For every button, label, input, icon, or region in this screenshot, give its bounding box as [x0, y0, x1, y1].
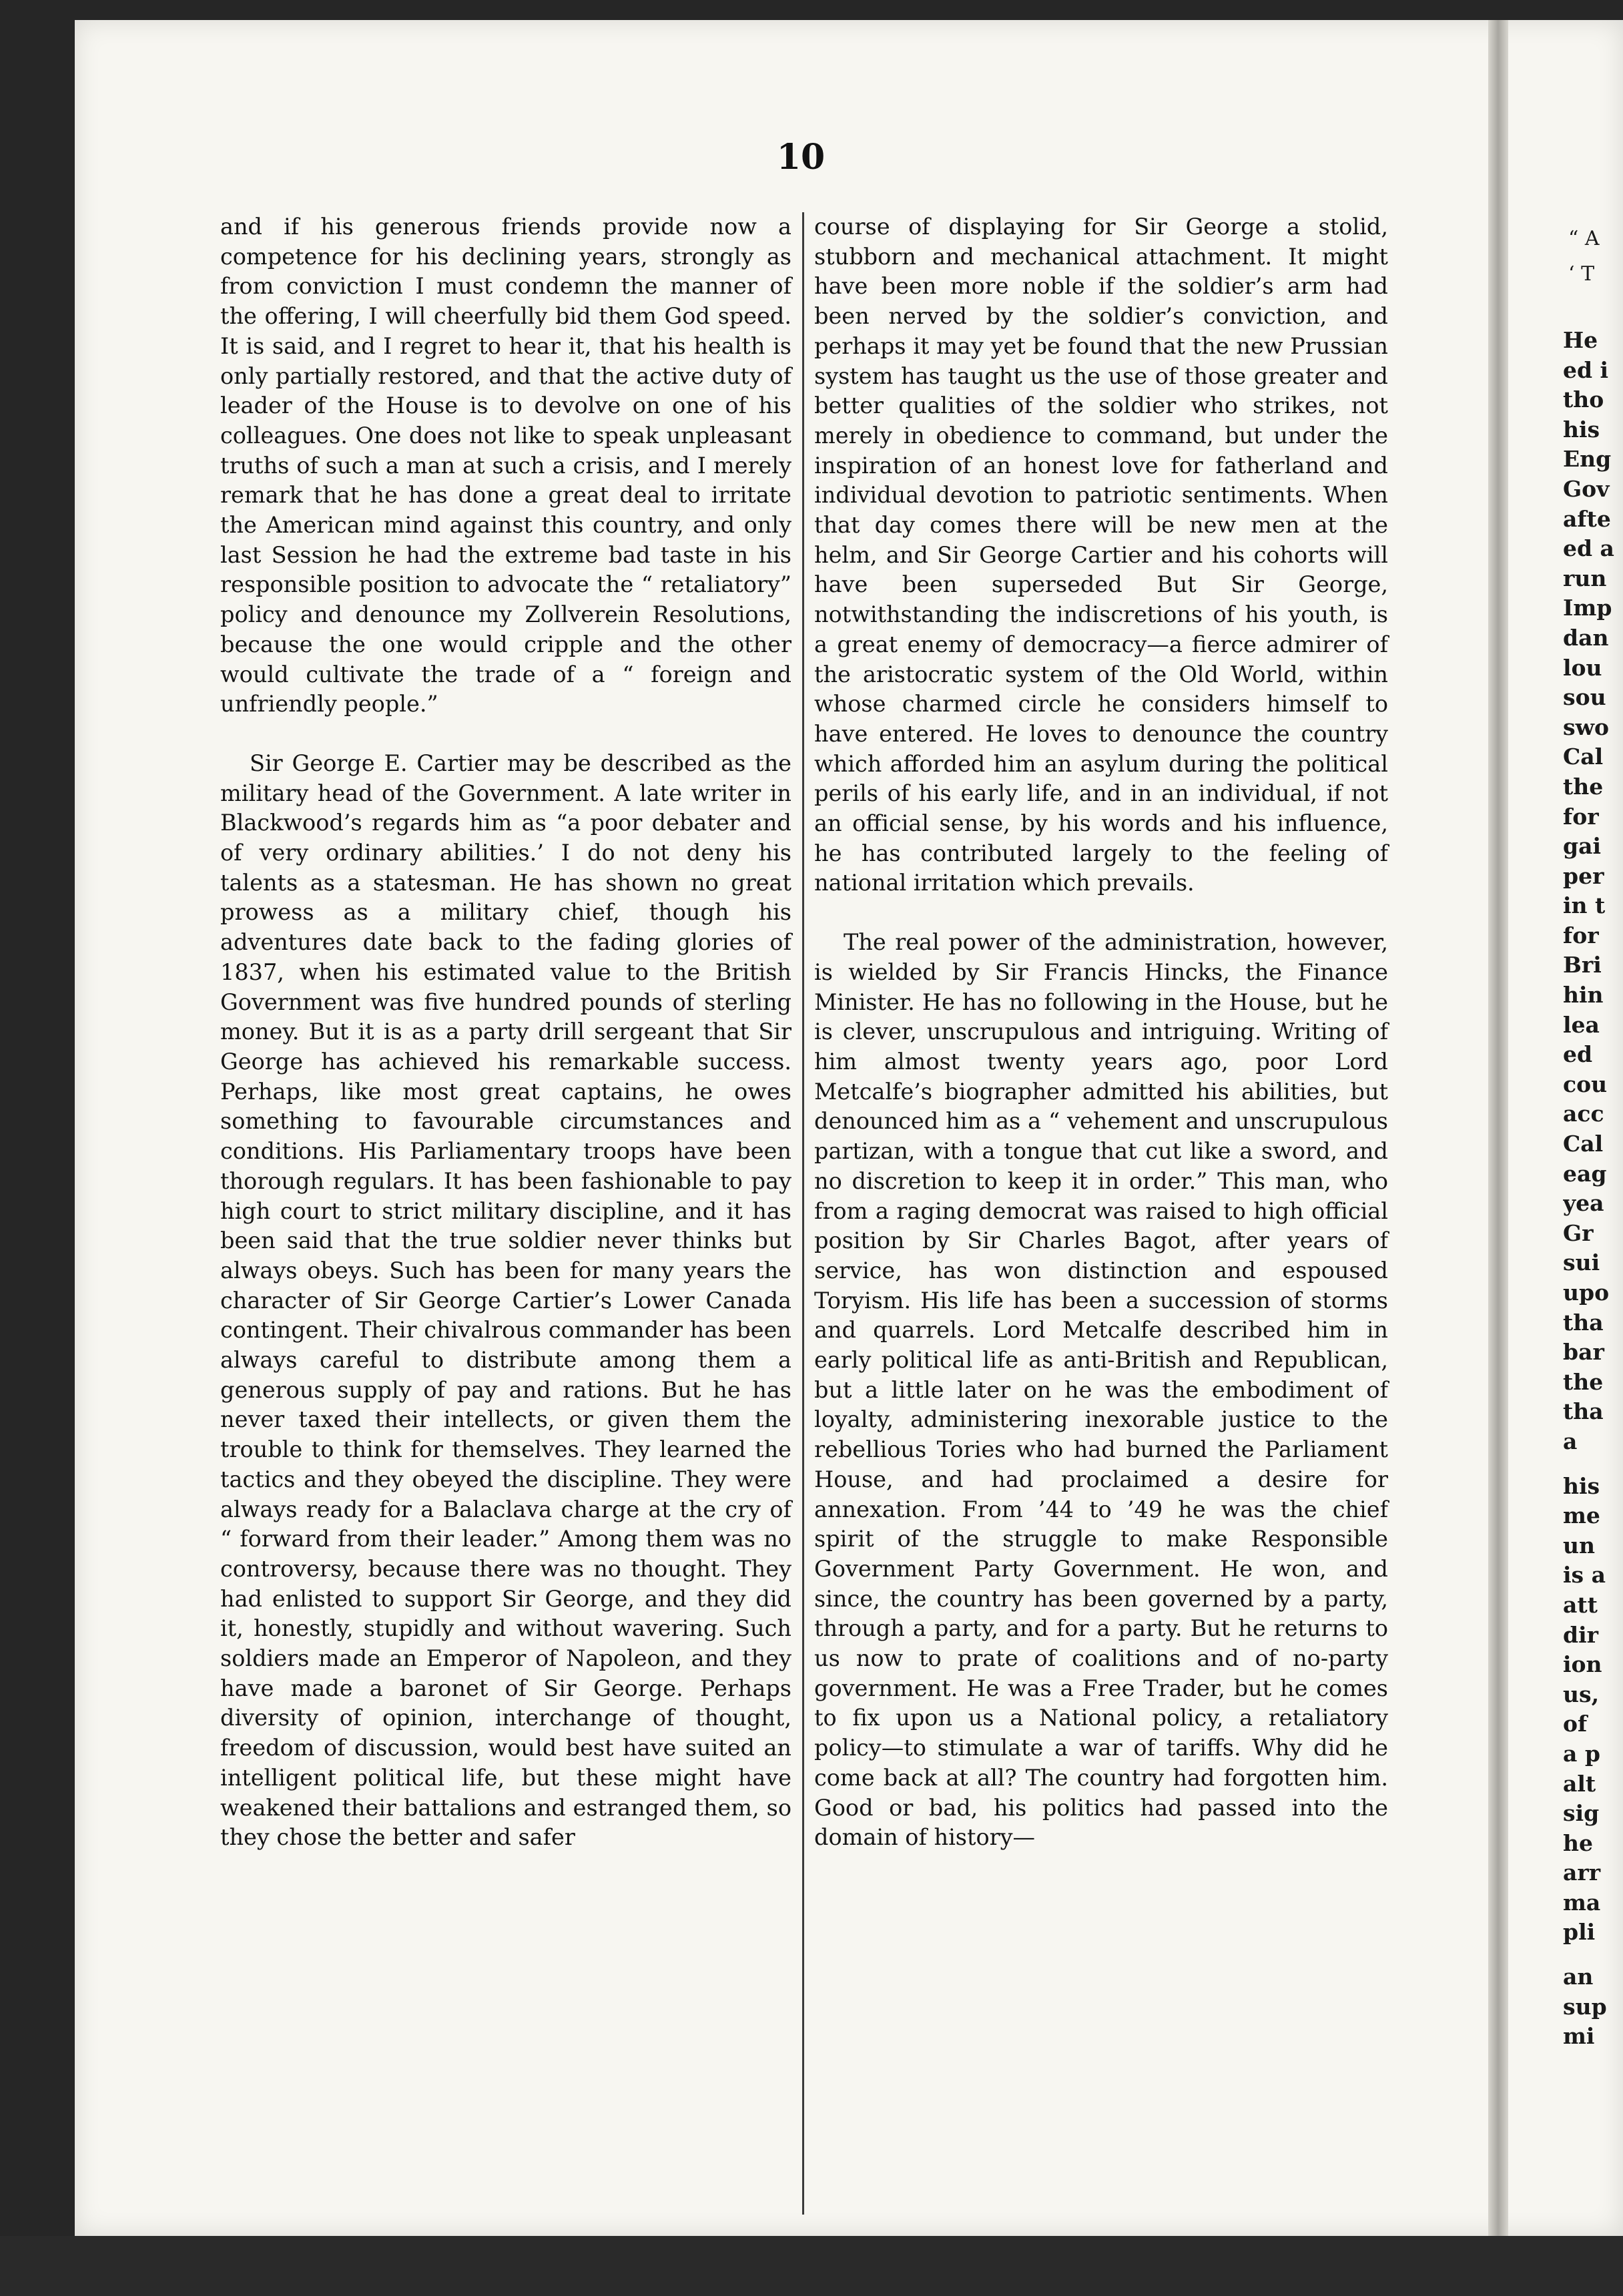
- facing-page-fragment: for: [1563, 922, 1599, 948]
- facing-page-fragment: sui: [1563, 1249, 1600, 1276]
- facing-page-fragment: sup: [1563, 1993, 1607, 2020]
- facing-page-fragment: acc: [1563, 1101, 1604, 1127]
- facing-page-fragment: Eng: [1563, 446, 1612, 473]
- facing-page-fragment: Gov: [1563, 475, 1610, 502]
- left-paragraph-cartier: Sir George E. Cartier may be described as the military head of the Government. A late writer in Blackwood’s regards him as “a poor debater and of very ordinary abilities.’ I do not deny his talents as a statesman. He has shown no great prowess as a military chief, though his adventures date back to the fading glories of 1837, when his estimated value to the British Government was five hundred pounds of sterling money. But it is as a party drill sergeant that Sir George has achieved his remarkable success. Perhaps, like most great captains, he owes something to favourable circumstances and conditions. His Parliamentary troops have been thorough regulars. It has been fashionable to pay high court to strict military discipline, and it has been said that the true soldier never thinks but always obeys. Such has been for many years the character of Sir George Cartier’s Lower Canada contingent. Their chivalrous commander has been always careful to distribute among them a generous supply of pay and rations. But he has never taxed their intellects, or given them the trouble to think for themselves. They learned the tactics and they obeyed the discipline. They were always ready for a Balaclava charge at the cry of “ forward from their leader.” Among them was no controversy, because there was no thought. They had enlisted to support Sir George, and they did it, honestly, stupidly and without wavering. Such soldiers made an Emperor of Napoleon, and they have made a baronet of Sir George. Perhaps diversity of opinion, interchange of thought, freedom of discussion, would best have suited an intelligent political life, but these might have weakened their battalions and estranged them, so they chose the better and safer: [220, 750, 791, 1851]
- facing-page-fragment: an: [1563, 1964, 1594, 1990]
- facing-page-fragment: att: [1563, 1591, 1598, 1618]
- facing-page-fragment: dir: [1563, 1621, 1598, 1648]
- facing-page-fragment: per: [1563, 862, 1604, 889]
- left-paragraph-continued: and if his generous friends provide now a competence for his declining years, strongly as from conviction I must condemn the manner of the offering, I will cheerfully bid them God speed. It is said, and I regret to hear it, that his health is only partially restored, and that the active duty of leader of the House is to devolve on one of his colleagues. One does not like to speak unpleasant truths of such a man at such a crisis, and I merely remark that he has done a great deal to irritate the American mind against this country, and only last Session he had the extreme bad taste in his responsible position to advocate the “ retaliatory” policy and denounce my Zollverein Resolutions, because the one would cripple and the other would cultivate the trade of a “ foreign and unfriendly people.”: [220, 214, 791, 718]
- facing-page-fragment: upo: [1563, 1279, 1610, 1306]
- facing-page-fragment: tha: [1563, 1398, 1604, 1425]
- page-number: 10: [776, 137, 826, 178]
- facing-page-fragment: run: [1563, 565, 1607, 591]
- facing-page-fragment: is a: [1563, 1562, 1606, 1589]
- facing-page-fragment: Cal: [1563, 744, 1604, 770]
- facing-page-fragment: tha: [1563, 1309, 1604, 1336]
- facing-page-fragment: Cal: [1563, 1131, 1604, 1157]
- facing-page-fragment: his: [1563, 1472, 1600, 1499]
- facing-page-fragment: alt: [1563, 1770, 1596, 1797]
- facing-page-fragment: sou: [1563, 684, 1606, 711]
- facing-page-fragment: un: [1563, 1532, 1595, 1558]
- facing-page-fragment: cou: [1563, 1071, 1608, 1097]
- facing-page-fragment: eag: [1563, 1160, 1607, 1187]
- facing-page-fragment: mi: [1563, 2023, 1595, 2050]
- right-paragraph-cartier-continued: course of displaying for Sir George a stolid, stubborn and mechanical attachment. It might have been more noble if the soldier’s arm had been nerved by the soldier’s conviction, and perhaps it may yet be found that the new Prussian system has taught us the use of those greater and better qualities of the soldier who strikes, not merely in obedience to command, but under the inspiration of an honest love for fatherland and individual devotion to patriotic sentiments. When that day comes there will be new men at the helm, and Sir George Cartier and his cohorts will have been superseded But Sir George, notwithstanding the indiscretions of his youth, is a great enemy of democracy—a fierce admirer of the aristocratic system of the Old World, within whose charmed circle he considers himself to have entered. He loves to denounce the country which afforded him an asylum during the political perils of his early life, and in an individual, if not an official sense, by his words and his influence, he has contributed largely to the feeling of national irritation which prevails.: [814, 214, 1388, 896]
- facing-page-fragment: me: [1563, 1502, 1600, 1529]
- facing-page-fragment: of: [1563, 1711, 1588, 1737]
- left-text-column: [220, 212, 791, 1853]
- facing-page-fragment: ed i: [1563, 356, 1609, 383]
- facing-page-fragment: sig: [1563, 1800, 1600, 1827]
- facing-page-fragment: ma: [1563, 1889, 1601, 1916]
- right-text-column: [814, 212, 1388, 1853]
- column-divider: [802, 212, 804, 2215]
- facing-page-fragments: [1563, 326, 1623, 2052]
- facing-page-fragment: us,: [1563, 1681, 1600, 1707]
- facing-page-header: [1568, 227, 1600, 286]
- facing-page-fragment: yea: [1563, 1190, 1604, 1217]
- facing-page-fragment: afte: [1563, 505, 1611, 532]
- facing-page-fragment: lou: [1563, 654, 1602, 681]
- facing-page-fragment: the: [1563, 1368, 1604, 1395]
- right-paragraph-hincks: The real power of the administration, however, is wielded by Sir Francis Hincks, the Finance Minister. He has no following in the House, but he is clever, unscrupulous and intriguing. Writing of him almost twenty years ago, poor Lord Metcalfe’s biographer admitted his abilities, but denounced him as a “ vehement and unscrupulous partizan, with a tongue that cut like a sword, and no discretion to keep it in order.” This man, who from a raging democrat was raised to high official position by Sir Charles Bagot, after years of service, has won distinction and espoused Toryism. His life has been a succession of storms and quarrels. Lord Metcalfe described him in early political life as anti-British and Republican, but a little later on he was the embodiment of loyalty, administering inexorable justice to the rebellious Tories who had burned the Parliament House, and had proclaimed a desire for annexation. From ’44 to ’49 he was the chief spirit of the struggle to make Responsible Government Party Government. He won, and since, the country has been governed by a party, through a party, and for a party. But he returns to us now to prate of coalitions and of no-party government. He was a Free Trader, but he comes to fix upon us a National policy, a retaliatory policy—to stimulate a war of tariffs. Why did he come back at all? The country had forgotten him. Good or bad, his politics had passed into the domain of history—: [814, 929, 1388, 1851]
- facing-page-fragment: ion: [1563, 1651, 1602, 1678]
- facing-page-fragment: tho: [1563, 386, 1604, 413]
- page-gutter-fold: [1488, 20, 1508, 2236]
- facing-page-fragment: arr: [1563, 1859, 1601, 1886]
- facing-page-fragment: gai: [1563, 833, 1601, 860]
- facing-page-fragment: a p: [1563, 1740, 1600, 1767]
- facing-page-fragment: Bri: [1563, 952, 1602, 978]
- facing-page-header-line: “ A: [1568, 227, 1600, 250]
- facing-page-fragment: the: [1563, 773, 1604, 800]
- facing-page-fragment: Imp: [1563, 595, 1612, 621]
- facing-page-fragment: swo: [1563, 713, 1609, 740]
- facing-page-header-line: ‘ T: [1568, 262, 1595, 286]
- facing-page-fragment: bar: [1563, 1339, 1604, 1366]
- facing-page-fragment: Gr: [1563, 1219, 1594, 1246]
- facing-page-fragment: a: [1563, 1428, 1578, 1454]
- facing-page-fragment: pli: [1563, 1919, 1596, 1946]
- facing-page-fragment: his: [1563, 416, 1600, 443]
- facing-page-fragment: hin: [1563, 982, 1604, 1009]
- facing-page-fragment: he: [1563, 1829, 1593, 1856]
- facing-page-fragment: lea: [1563, 1011, 1600, 1038]
- facing-page-fragment: ed: [1563, 1041, 1593, 1068]
- facing-page-fragment: dan: [1563, 624, 1609, 651]
- scan-bottom-edge: [0, 2236, 1623, 2296]
- facing-page-fragment: in t: [1563, 892, 1606, 919]
- facing-page-fragment: for: [1563, 803, 1599, 830]
- facing-page-fragment: He: [1563, 327, 1598, 353]
- facing-page-fragment: ed a: [1563, 535, 1614, 562]
